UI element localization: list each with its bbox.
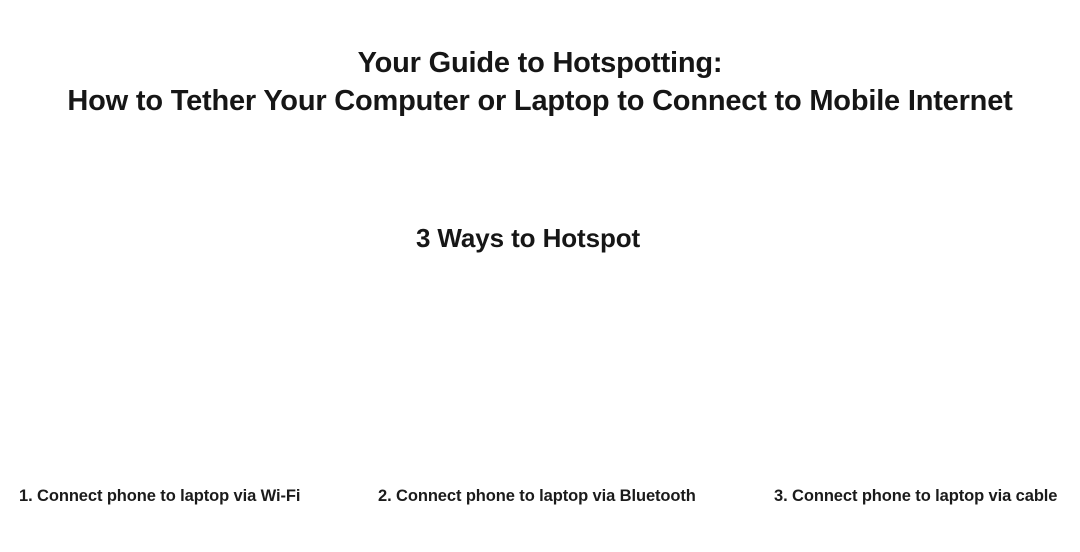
caption-item-wifi: 1. Connect phone to laptop via Wi-Fi (19, 487, 301, 505)
section-heading-label: 3 Ways to Hotspot (415, 223, 641, 253)
caption-item-bluetooth: 2. Connect phone to laptop via Bluetooth (378, 487, 696, 505)
page-title (0, 44, 1080, 120)
title-line-secondary: How to Tether Your Computer or Laptop to Connect to Mobile Internet (67, 85, 1013, 117)
caption-row (0, 487, 1080, 517)
caption-item-cable: 3. Connect phone to laptop via cable (774, 487, 1058, 505)
title-line-primary: Your Guide to Hotspotting: (357, 47, 723, 79)
section-heading (0, 223, 1080, 254)
